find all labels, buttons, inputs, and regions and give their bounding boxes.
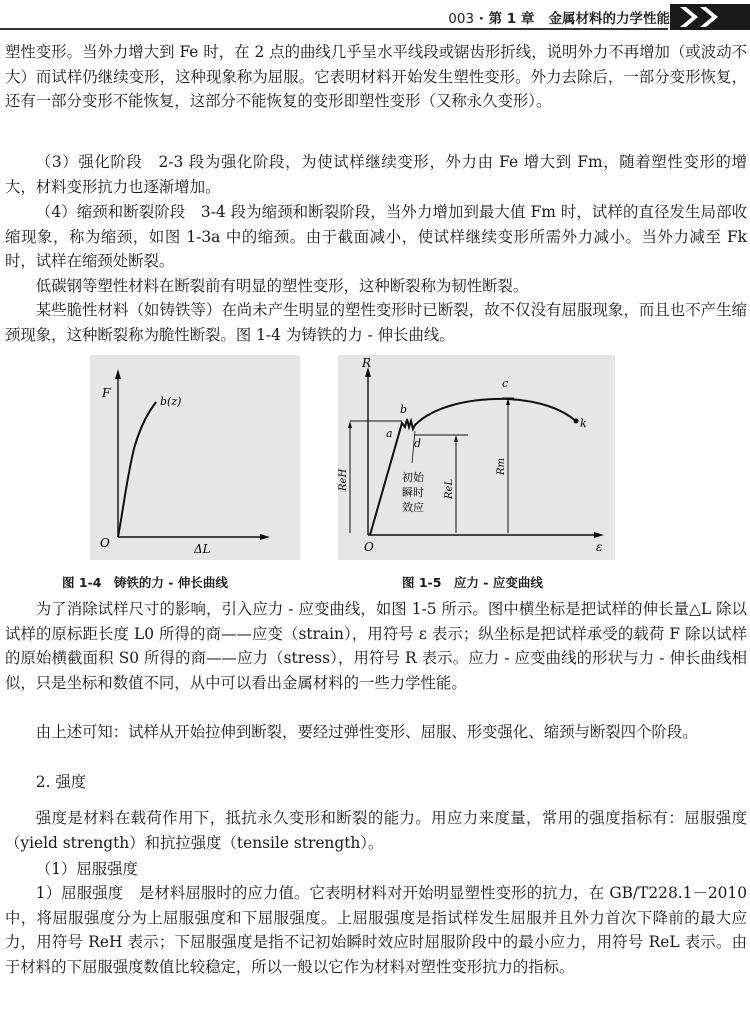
rel-label: ReL <box>444 478 455 499</box>
paragraph-strength-definition: 强度是材料在载荷作用下，抵抗永久变形和断裂的能力。用应力来度量，常用的强度指标有：屈服强度（yield strength）和抗拉强度（tensile strength）。 <box>5 809 747 852</box>
note-line-2: 瞬时 <box>402 486 424 499</box>
point-label-d: d <box>414 437 422 450</box>
running-header <box>0 0 750 30</box>
subsection-heading-yield: （1）屈服强度 <box>35 860 138 878</box>
origin-label: O <box>364 540 374 554</box>
origin-label: O <box>100 536 110 550</box>
chapter-title: 金属材料的力学性能 <box>548 11 670 27</box>
rm-label: Rm <box>496 457 507 475</box>
y-axis-label: R <box>362 356 372 370</box>
note-line-3: 效应 <box>402 501 424 514</box>
figure-stress-strain-curve <box>338 355 615 560</box>
chapter-label: 第 1 章 <box>488 11 535 27</box>
y-axis-label: F <box>102 386 111 400</box>
header-rule <box>0 28 668 30</box>
page-number: 003 <box>448 11 475 27</box>
double-chevron-icon <box>670 4 750 30</box>
paragraph-brittle-fracture: 某些脆性材料（如铸铁等）在尚未产生明显的塑性变形时已断裂，故不仅没有屈服现象，而且也不产生缩颈现象，这种断裂称为脆性断裂。图 1-4 为铸铁的力 - 伸长曲线。 <box>5 301 747 344</box>
point-label-b: b <box>400 403 408 416</box>
figure-caption-1-4: 图 1-4 铸铁的力 - 伸长曲线 <box>62 575 228 590</box>
section-heading-strength: 2. 强度 <box>35 773 87 791</box>
reh-label: ReH <box>338 468 349 491</box>
paragraph-ductile-fracture: 低碳钢等塑性材料在断裂前有明显的塑性变形，这种断裂称为韧性断裂。 <box>35 277 529 295</box>
point-label-b: b(z) <box>160 395 182 408</box>
paragraph-plastic-deformation: 塑性变形。当外力增大到 Fe 时，在 2 点的曲线几乎呈水平线段或锯齿形折线，说明外力不再增加（或波动不大）而试样仍继续变形，这种现象称为屈服。它表明材料开始发生塑性变形。外力去除后，一部分变形恢复，还有一部分变形不能恢复，这部分不能恢复的变形即塑性变形（又称永久变形）。 <box>5 43 747 110</box>
paragraph-yield-strength: 1）屈服强度 是材料屈服时的应力值。它表明材料对开始明显塑性变形的抗力，在 GB/T228.1－2010 中，将屈服强度分为上屈服强度和下屈服强度。上屈服强度是指试样发生屈服并且外力首次下降前的最大应力，用符号 ReH 表示；下屈服强度是指不记初始瞬时效应时屈服阶段中的最小应力，用符号 ReL 表示。由于材料的下屈服强度数值比较稳定，所以一般以它作为材料对塑性变形抗力的指标。 <box>5 884 747 976</box>
figure-caption-1-5: 图 1-5 应力 - 应变曲线 <box>402 575 543 590</box>
figure-cast-iron-curve <box>90 355 300 560</box>
point-label-c: c <box>502 377 509 390</box>
paragraph-four-stages: 由上述可知：试样从开始拉伸到断裂，要经过弹性变形、屈服、形变强化、缩颈与断裂四个阶段。 <box>35 723 698 741</box>
paragraph-strengthening: （3）强化阶段 2-3 段为强化阶段，为使试样继续变形，外力由 Fe 增大到 Fm，随着塑性变形的增大，材料变形抗力也逐渐增加。 <box>5 153 747 196</box>
note-line-1: 初始 <box>402 471 424 484</box>
paragraph-stress-strain-intro: 为了消除试样尺寸的影响，引入应力 - 应变曲线，如图 1-5 所示。图中横坐标是把试样的伸长量△L 除以试样的原标距长度 L0 所得的商——应变（strain），用符号 ε 表示；纵坐标是把试样承受的载荷 F 除以试样的原始横截面积 S0 所得的商——应力（stress），用符号 R 表示。应力 - 应变曲线的形状与力 - 伸长曲线相似，只是坐标和数值不同，从中可以看出金属材料的一些力学性能。 <box>5 600 747 692</box>
paragraph-necking: （4）缩颈和断裂阶段 3-4 段为缩颈和断裂阶段，当外力增加到最大值 Fm 时，试样的直径发生局部收缩现象，称为缩颈，如图 1-3a 中的缩颈。由于截面减小，使试样继续变形所需外力减小。当外力减至 Fk 时，试样在缩颈处断裂。 <box>5 203 747 270</box>
x-axis-label: ε <box>596 540 603 554</box>
header-text: 003 · 第 1 章 金属材料的力学性能 <box>448 11 670 27</box>
fracture-point <box>574 419 579 424</box>
point-label-a: a <box>386 427 393 440</box>
point-label-k: k <box>580 417 587 430</box>
x-axis-label: ΔL <box>194 542 211 556</box>
